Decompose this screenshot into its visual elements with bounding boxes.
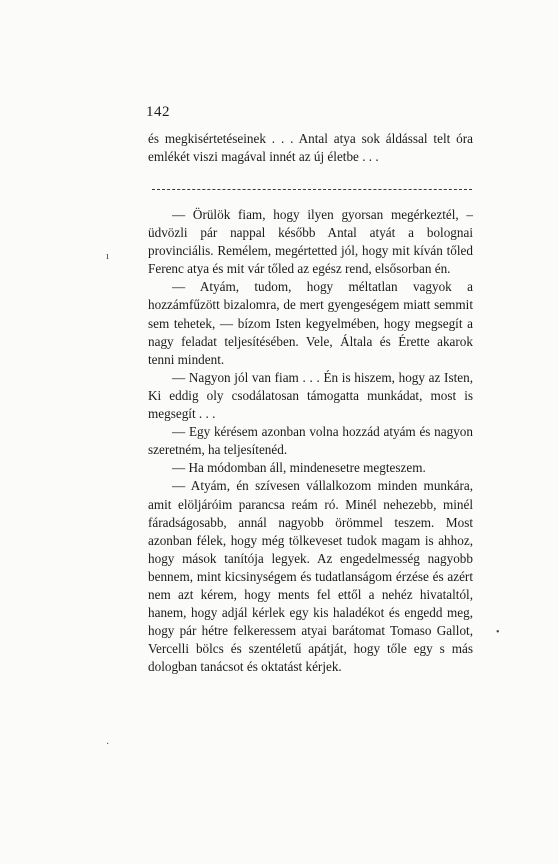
dialogue-paragraph: — Nagyon jól van fiam . . . Én is hiszem, hogy az Isten, Ki eddig oly csodálatosan támogatta munkádat, most is megsegít . . . [148, 369, 473, 422]
page-number: 142 [146, 104, 170, 120]
intro-paragraph: és megkisértetéseinek . . . Antal atya sok áldással telt óra emlékét viszi magával innét az új életbe . . . [148, 131, 473, 165]
scan-speck: • [496, 627, 500, 638]
dialogue-paragraph: — Ha módomban áll, mindenesetre megteszem. [172, 460, 426, 476]
scan-speck: · [106, 739, 110, 750]
dialogue-paragraph: — Atyám, én szívesen vállalkozom minden munkára, amit elöljáróim parancsa reám ró. Minél nehezebb, minél fáradságosabb, annál nagyobb örömmel teszem. Most azonban félek, hogy még tölkeveset tudok magam is ahhoz, hogy mások tanítója legyek. Az engedelmesség nagyobb bennem, mint kicsinységem és tudatlanságom érzése és azért nem azt kérem, hogy ments fel ettől a nehéz hivataltól, hanem, hogy adjál kérlek egy kis haladékot és engedd meg, hogy pár hétre felkeressem atyai barátomat Tomaso Gallot, Vercelli bölcs és szentéletű apátját, hogy tőle egy s más dologban tanácsot és oktatást kérjek. [148, 478, 473, 675]
scan-speck: ı [106, 251, 109, 262]
intro-text [148, 130, 473, 166]
dialogue-text [148, 206, 473, 676]
section-divider [152, 189, 472, 190]
dialogue-paragraph: — Egy kérésem azonban volna hozzád atyám és nagyon szeretném, ha teljesítenéd. [148, 424, 473, 458]
dialogue-paragraph: — Atyám, tudom, hogy méltatlan vagyok a hozzámfűzött bizalomra, de mert gyengeségem miatt semmit sem tehetek, — bízom Isten kegyelmében, hogy megsegít a nagy feladat teljesítésében. Vele, Általa és Érette akarok tenni mindent. [148, 279, 473, 367]
dialogue-paragraph: — Örülök fiam, hogy ilyen gyorsan megérkeztél, – üdvözli pár nappal később Antal atyát a bolognai provinciális. Remélem, megértetted jól, hogy mit kíván tőled Ferenc atya és mit vár tőled az egész rend, elsősorban én. [148, 207, 473, 277]
